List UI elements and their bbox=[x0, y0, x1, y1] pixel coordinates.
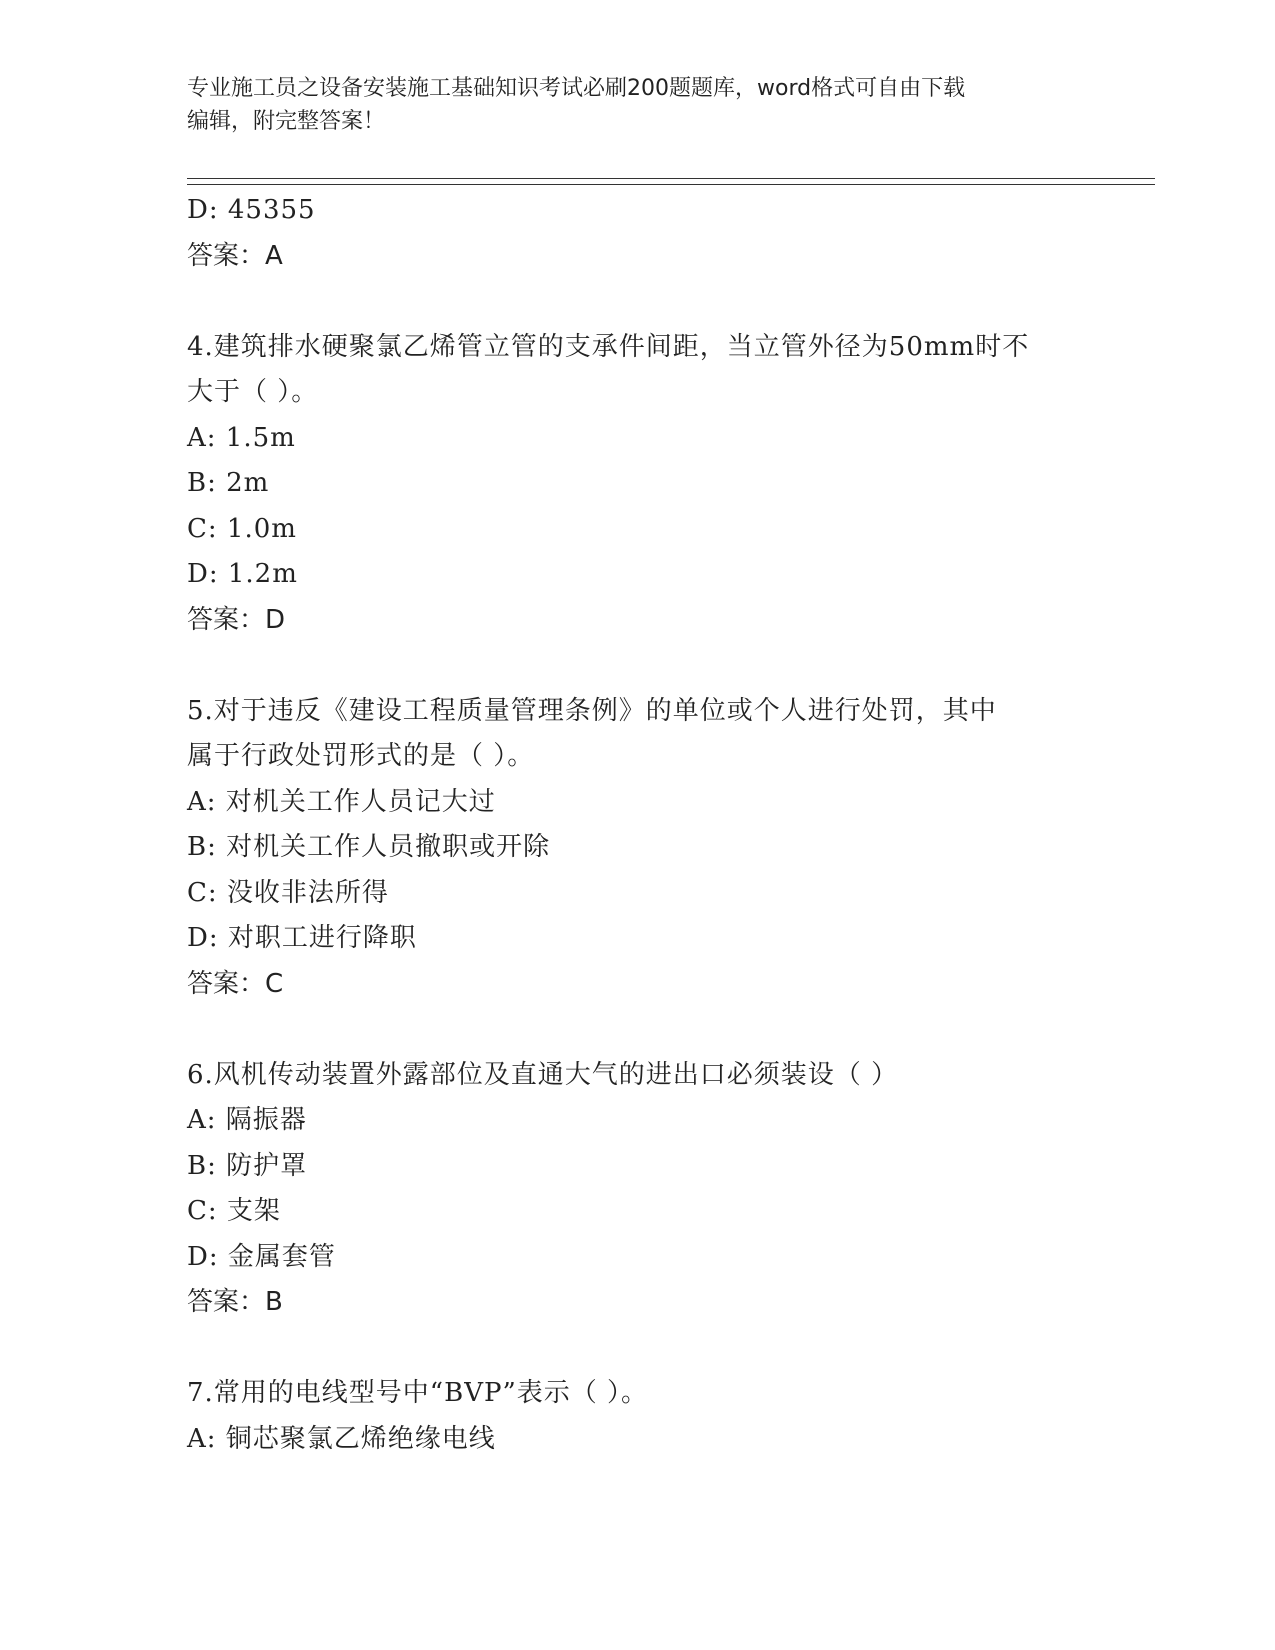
questions-content bbox=[187, 188, 1087, 1462]
answer-line: 答案：C bbox=[187, 968, 284, 999]
question-4 bbox=[187, 325, 1087, 644]
spacer bbox=[187, 1326, 1087, 1372]
question-stem bbox=[187, 689, 1087, 780]
question-6 bbox=[187, 1053, 1087, 1326]
spacer bbox=[187, 643, 1087, 689]
question-7 bbox=[187, 1371, 1087, 1462]
header-divider-top bbox=[187, 178, 1155, 179]
option-b: B: 防护罩 bbox=[187, 1150, 308, 1181]
question-stem-line-2: 大于（ ）。 bbox=[187, 377, 319, 407]
option-c: C: 没收非法所得 bbox=[187, 877, 389, 908]
answer-line: 答案：A bbox=[187, 240, 283, 271]
header-divider-bottom bbox=[187, 184, 1155, 185]
option-a: A: 对机关工作人员记大过 bbox=[187, 786, 496, 817]
question-stem-line-1: 5.对于违反《建设工程质量管理条例》的单位或个人进行处罚，其中 bbox=[187, 695, 997, 726]
option-a: A: 1.5m bbox=[187, 422, 296, 453]
question-stem-line-1: 4.建筑排水硬聚氯乙烯管立管的支承件间距，当立管外径为50mm时不 bbox=[187, 331, 1030, 362]
option-d: D: 对职工进行降职 bbox=[187, 923, 417, 953]
answer-line: 答案：D bbox=[187, 604, 286, 635]
question-3-tail bbox=[187, 188, 1087, 279]
option-d: D: 45355 bbox=[187, 195, 316, 225]
option-c: C: 1.0m bbox=[187, 513, 297, 544]
option-b: B: 2m bbox=[187, 468, 270, 498]
answer-line: 答案：B bbox=[187, 1287, 283, 1317]
header-title-line-1: 专业施工员之设备安装施工基础知识考试必刷200题题库，word格式可自由下载 bbox=[187, 76, 966, 101]
option-d: D: 1.2m bbox=[187, 559, 298, 589]
question-stem bbox=[187, 1053, 1087, 1099]
spacer bbox=[187, 1007, 1087, 1053]
option-a: A: 隔振器 bbox=[187, 1105, 307, 1135]
question-stem bbox=[187, 325, 1087, 416]
question-5 bbox=[187, 689, 1087, 1008]
page-header bbox=[187, 72, 1077, 138]
header-title-line-2: 编辑，附完整答案！ bbox=[187, 109, 386, 134]
question-stem-line-1: 6.风机传动装置外露部位及直通大气的进出口必须装设（ ） bbox=[187, 1059, 899, 1090]
question-stem-line-2: 属于行政处罚形式的是（ ）。 bbox=[187, 741, 535, 771]
question-stem bbox=[187, 1371, 1087, 1417]
question-stem-line-1: 7.常用的电线型号中“BVP”表示（ ）。 bbox=[187, 1378, 649, 1408]
option-a: A: 铜芯聚氯乙烯绝缘电线 bbox=[187, 1423, 496, 1454]
option-b: B: 对机关工作人员撤职或开除 bbox=[187, 832, 551, 862]
spacer bbox=[187, 279, 1087, 325]
option-c: C: 支架 bbox=[187, 1196, 281, 1226]
option-d: D: 金属套管 bbox=[187, 1241, 336, 1272]
